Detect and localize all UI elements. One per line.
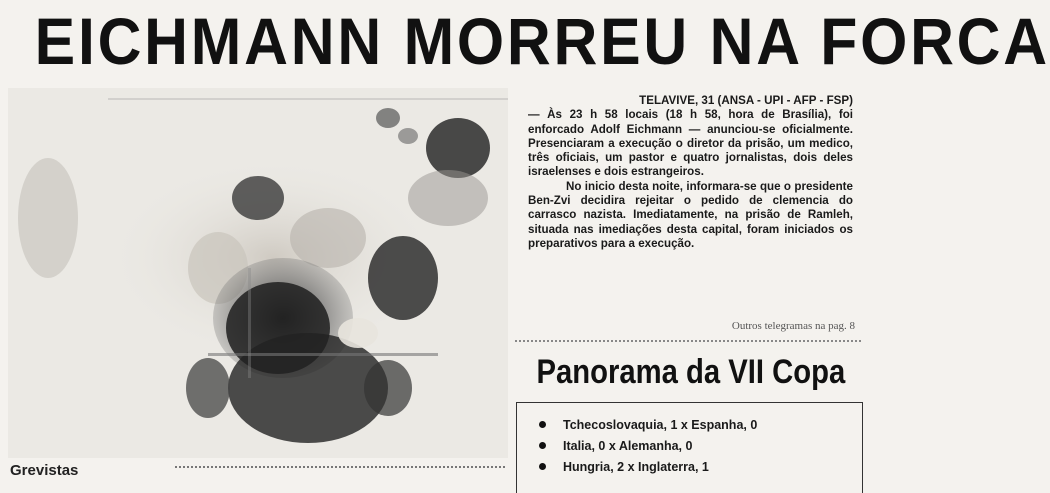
- copa-result: [539, 457, 757, 478]
- copa-result-text: Hungria, 2 x Inglaterra, 1: [563, 460, 709, 474]
- copa-results-list: [539, 415, 757, 478]
- copa-result-text: Tchecoslovaquia, 1 x Espanha, 0: [563, 418, 758, 432]
- headline: EICHMANN MORREU NA FORCA: [34, 4, 1050, 78]
- copa-result-text: Italia, 0 x Alemanha, 0: [563, 439, 693, 453]
- bullet-icon: [539, 421, 546, 428]
- copa-result: [539, 415, 757, 436]
- news-photo-image: [8, 88, 508, 458]
- bullet-icon: [539, 463, 546, 470]
- story-paragraph-2: No inicio desta noite, informara-se que o presidente Ben-Zvi decidira rejeitar o pedido de clemencia do carrasco nazista. Imediatamente, na prisão de Ramleh, situada nas imediações desta capital, foram iniciados os preparativos para a execução.: [528, 179, 853, 250]
- kicker-text: Grevistas: [10, 462, 79, 479]
- photo-divider: [175, 466, 505, 468]
- copa-result: [539, 436, 757, 457]
- section-divider: [515, 340, 861, 342]
- news-photo: [8, 88, 508, 458]
- continued-note: Outros telegramas na pag. 8: [731, 320, 855, 332]
- story-dateline: TELAVIVE, 31 (ANSA - UPI - AFP - FSP): [639, 94, 853, 107]
- copa-results-box: [516, 402, 863, 493]
- bullet-icon: [539, 442, 546, 449]
- news-story: [528, 94, 853, 251]
- copa-title: Panorama da VII Copa: [536, 353, 846, 391]
- story-paragraph-1: — Às 23 h 58 locais (18 h 58, hora de Brasília), foi enforcado Adolf Eichmann — anunciou-se oficialmente. Presenciaram a execução o diretor da prisão, um medico, três oficiais, um pastor e quatro jornalistas, dois deles israelenses e dois estrangeiros.: [528, 108, 853, 179]
